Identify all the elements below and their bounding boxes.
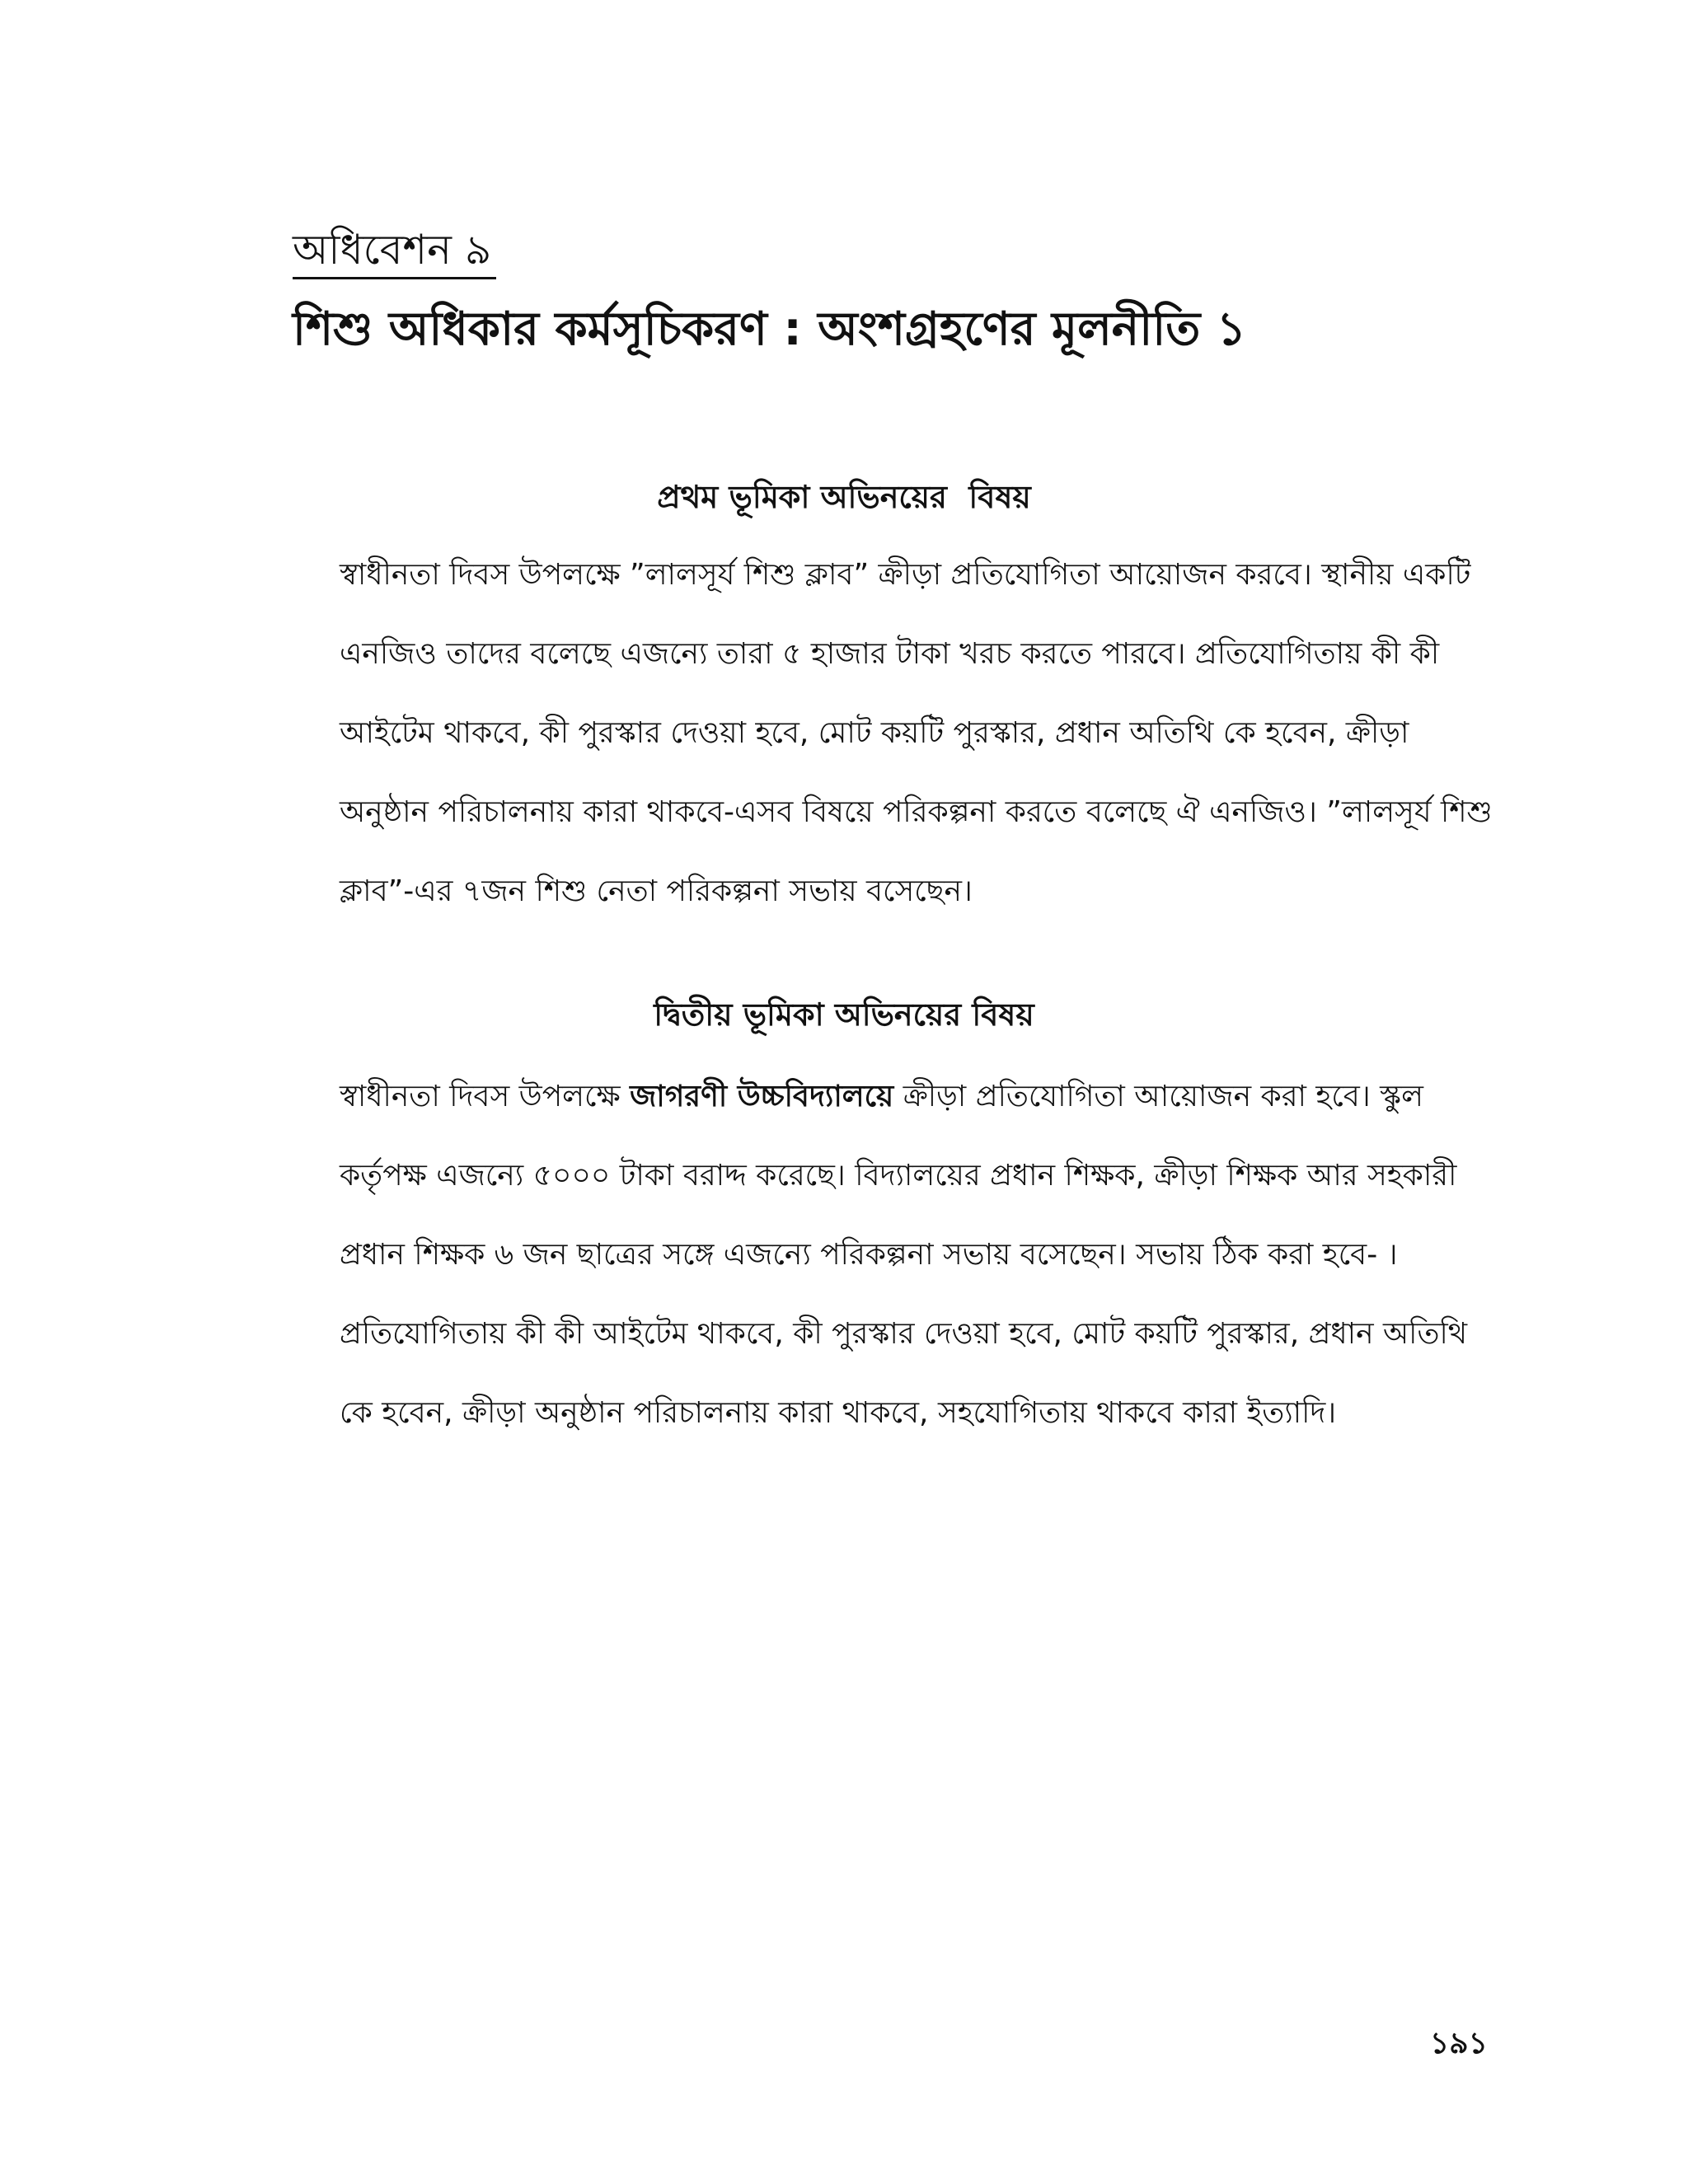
page-title: শিশু অধিকার কর্মসূচিকরণ : অংশগ্রহণের মূলনীতি ১: [293, 302, 1247, 356]
role-play-2-heading: দ্বিতীয় ভূমিকা অভিনয়ের বিষয়: [654, 996, 1034, 1033]
school-name: জাগরণী উচ্চবিদ্যালয়ে: [630, 1080, 894, 1113]
line-prefix: স্বাধীনতা দিবস উপলক্ষে: [340, 1080, 631, 1113]
paragraph-line: ক্লাব”-এর ৭জন শিশু নেতা পরিকল্পনা সভায় বসেছেন।: [340, 874, 973, 908]
role-play-1-heading: প্রথম ভূমিকা অভিনয়ের বিষয়: [657, 479, 1031, 515]
paragraph-line: স্বাধীনতা দিবস উপলক্ষে ”লালসূর্য শিশু ক্লাব” ক্রীড়া প্রতিযোগিতা আয়োজন করবে। স্থানীয় একটি: [340, 558, 1471, 592]
paragraph-line: আইটেম থাকবে, কী পুরস্কার দেওয়া হবে, মোট কয়টি পুরস্কার, প্রধান অতিথি কে হবেন, ক্রীড়া: [340, 716, 1409, 750]
role-play-2-paragraph: [340, 1057, 1477, 1453]
page-number: ১৯১: [1429, 2027, 1488, 2060]
session-label: অধিবেশন ৯: [293, 226, 492, 274]
paragraph-line: প্রধান শিক্ষক ৬ জন ছাত্রের সঙ্গে এজন্যে পরিকল্পনা সভায় বসেছেন। সভায় ঠিক করা হবে- ।: [340, 1238, 1398, 1272]
role-play-1-paragraph: [340, 536, 1493, 931]
paragraph-line: কর্তৃপক্ষ এজন্যে ৫০০০ টাকা বরাদ্দ করেছে। বিদ্যালয়ের প্রধান শিক্ষক, ক্রীড়া শিক্ষক আর সহকারী: [340, 1159, 1457, 1193]
paragraph-line: [340, 1057, 1477, 1137]
line-suffix: ক্রীড়া প্রতিযোগিতা আয়োজন করা হবে। স্কুল: [893, 1080, 1423, 1113]
paragraph-line: এনজিও তাদের বলেছে এজন্যে তারা ৫ হাজার টাকা খরচ করতে পারবে। প্রতিযোগিতায় কী কী: [340, 637, 1440, 671]
session-label-underline: [293, 277, 496, 279]
paragraph-line: প্রতিযোগিতায় কী কী আইটেম থাকবে, কী পুরস্কার দেওয়া হবে, মোট কয়টি পুরস্কার, প্রধান অতিথি: [340, 1317, 1468, 1351]
paragraph-line: অনুষ্ঠান পরিচালনায় কারা থাকবে-এসব বিষয়ে পরিকল্পনা করতে বলেছে ঐ এনজিও। ”লালসূর্য শিশু: [340, 795, 1493, 829]
paragraph-line: কে হবেন, ক্রীড়া অনুষ্ঠান পরিচালনায় কারা থাকবে, সহযোগিতায় থাকবে কারা ইত্যাদি।: [340, 1396, 1337, 1430]
